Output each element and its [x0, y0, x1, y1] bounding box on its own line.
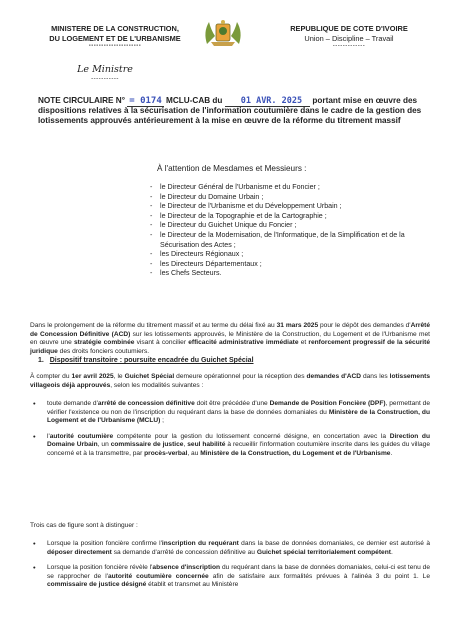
case-item-inscribed: • Lorsque la position foncière confirme l'inscription du requérant dans la base de données domaniales, ce dernier est autorisé à déposer directement sa demande d'arrêté de concession définitive au Guichet spécial territorialement compétent.	[30, 540, 430, 557]
minister-signature-block	[60, 64, 150, 82]
ministry-header	[30, 24, 200, 50]
title-subject: œuvre des dispositions relatives à la sécurisation de l'information coutumière dans le cadre de la gestion des lotissements approuvés antérieurement à la mise en œuvre de la réforme du titrement massif	[38, 96, 422, 126]
circular-title	[38, 96, 428, 127]
ministry-name-line1: MINISTERE DE LA CONSTRUCTION,	[51, 24, 179, 33]
recipient-item: - les Directeurs Départementaux ;	[150, 260, 435, 270]
section-1-heading	[38, 357, 254, 364]
attention-line: À l'attention de Mesdames et Messieurs :	[157, 164, 307, 173]
minister-label: Le Ministre	[77, 64, 133, 75]
section-1-bullets	[30, 400, 430, 466]
ministry-name-line2: DU LOGEMENT ET DE L'URBANISME	[49, 33, 181, 43]
circular-date: 01 AVR. 2025	[225, 96, 310, 107]
recipient-item: - le Directeur du Guichet Unique du Foncier ;	[150, 221, 435, 231]
section-number: 1.	[38, 357, 44, 364]
recipient-item: - le Directeur de l'Urbanisme et du Développement Urbain ;	[150, 202, 435, 212]
section-1-paragraph: À compter du 1er avril 2025, le Guichet Spécial demeure opérationnel pour la réception des demandes d'ACD dans les lotissements villageois déjà approuvés, selon les modalités suivantes :	[30, 373, 430, 389]
recipient-item: - le Directeur Général de l'Urbanisme et du Foncier ;	[150, 183, 435, 193]
republic-header	[264, 24, 434, 50]
republic-name: REPUBLIQUE DE COTE D'IVOIRE	[290, 24, 408, 33]
section-title: Dispositif transitoire : poursuite encadrée du Guichet Spécial	[49, 357, 254, 364]
recipient-item: - les Chefs Secteurs.	[150, 269, 435, 279]
title-prefix: NOTE CIRCULAIRE N°	[38, 96, 125, 105]
coat-of-arms-icon	[201, 18, 245, 48]
cases-bullets	[30, 540, 430, 597]
case-item-not-inscribed: • Lorsque la position foncière révèle l'absence d'inscription du requérant dans la base de données domaniales, celui-ci est tenu de se rapprocher de l'autorité coutumière concernée afin de satisfaire aux formalités prévues à l'alinéa 3 du point 1. Le commissaire de justice désigné établit et transmet au Ministère	[30, 564, 430, 590]
recipient-item: - le Directeur de la Topographie et de la Cartographie ;	[150, 212, 435, 222]
recipient-list	[150, 183, 435, 279]
republic-motto: Union – Discipline – Travail	[304, 33, 394, 43]
intro-paragraph: Dans le prolongement de la réforme du titrement massif et au terme du délai fixé au 31 mars 2025 pour le dépôt des demandes d'Arrêté de Concession Définitive (ACD) sur les lotissements approuvés, le Ministère de la Construction, du Logement et de l'Urbanisme met en œuvre une stratégie combinée visant à concilier efficacité administrative immédiate et renforcement progressif de la sécurité juridique des droits fonciers coutumiers.	[30, 322, 430, 355]
recipient-item: - le Directeur du Domaine Urbain ;	[150, 193, 435, 203]
bullet-item-commissaire: • l'autorité coutumière compétente pour la gestion du lotissement concerné désigne, en concertation avec la Direction du Domaine Urbain, un commissaire de justice, seul habilité à recueillir l'information coutumière inscrite dans les guides du village concerné et à la transmettre, par procès-verbal, au Ministère de la Construction, du Logement et de l'Urbanisme.	[30, 433, 430, 459]
circular-number: = 0174	[129, 96, 162, 106]
three-cases-line: Trois cas de figure sont à distinguer :	[30, 522, 138, 529]
minister-divider: -----------	[91, 75, 119, 82]
title-subject-start: portant mise en	[312, 96, 374, 105]
recipient-item: - le Directeur de la Modernisation, de l'Informatique, de la Simplification et de la Sécurisation des Actes ;	[150, 231, 435, 250]
header-divider-left: ---------------------	[88, 43, 142, 50]
bullet-item-dpf: • toute demande d'arrêté de concession définitive doit être précédée d'une Demande de Position Foncière (DPF), permettant de vérifier l'existence ou non de l'inscription du requérant dans la base de données domaniales du Ministère de la Construction, du Logement et de l'Urbanisme (MCLU) ;	[30, 400, 430, 426]
circular-reference: MCLU-CAB du	[166, 96, 223, 105]
recipient-item: - les Directeurs Régionaux ;	[150, 250, 435, 260]
header-divider-right: -------------	[332, 43, 366, 50]
